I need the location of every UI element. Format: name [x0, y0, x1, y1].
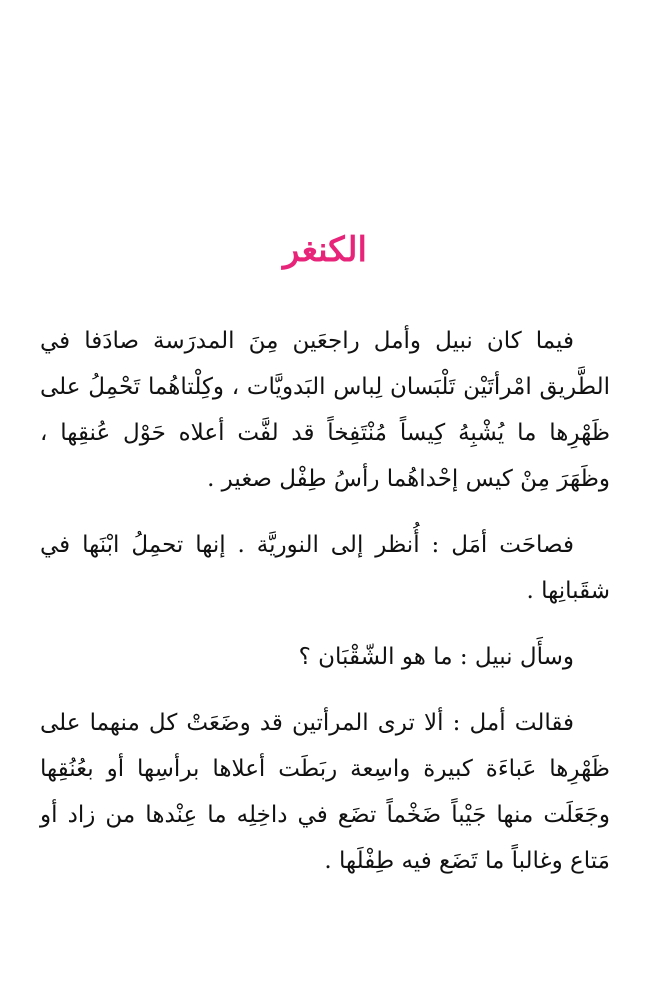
paragraph-1: فيما كان نبيل وأمل راجعَين مِنَ المدرَسة صادَفا في الطَّريق امْرأتَيْن تَلْبَسان لِباس البَدويَّات ، وكِلْتاهُما تَحْمِلُ على ظَهْرِها ما يُشْبِهُ كِيساً مُنْتَفِخاً قد لفَّت أعلاه حَوْل عُنقِها ، وظَهَرَ مِنْ كيس إحْداهُما رأسُ طِفْل صغير .	[40, 328, 610, 492]
paragraph-3: وسأَل نبيل : ما هو الشّقْبَان ؟	[298, 644, 574, 670]
story-title: الكنغر	[282, 230, 367, 270]
paragraph-2: فصاحَت أمَل : أُنظر إلى النوريَّة . إنها تحمِلُ ابْنَها في شقَبانِها .	[40, 532, 610, 604]
story-body	[40, 318, 610, 884]
paragraph-4: فقالت أمل : ألا ترى المرأتين قد وضَعَتْ كل منهما على ظَهْرِها عَباءَة كبيرة واسِعة ربَطَت أعلاها برأسِها أو بعُنُقِها وجَعَلَت منها جَيْباً ضَخْماً تضَع في داخِلِه ما عِنْدها من زاد أو مَتاع وغالباً ما تَضَع فيه طِفْلَها .	[40, 710, 610, 874]
